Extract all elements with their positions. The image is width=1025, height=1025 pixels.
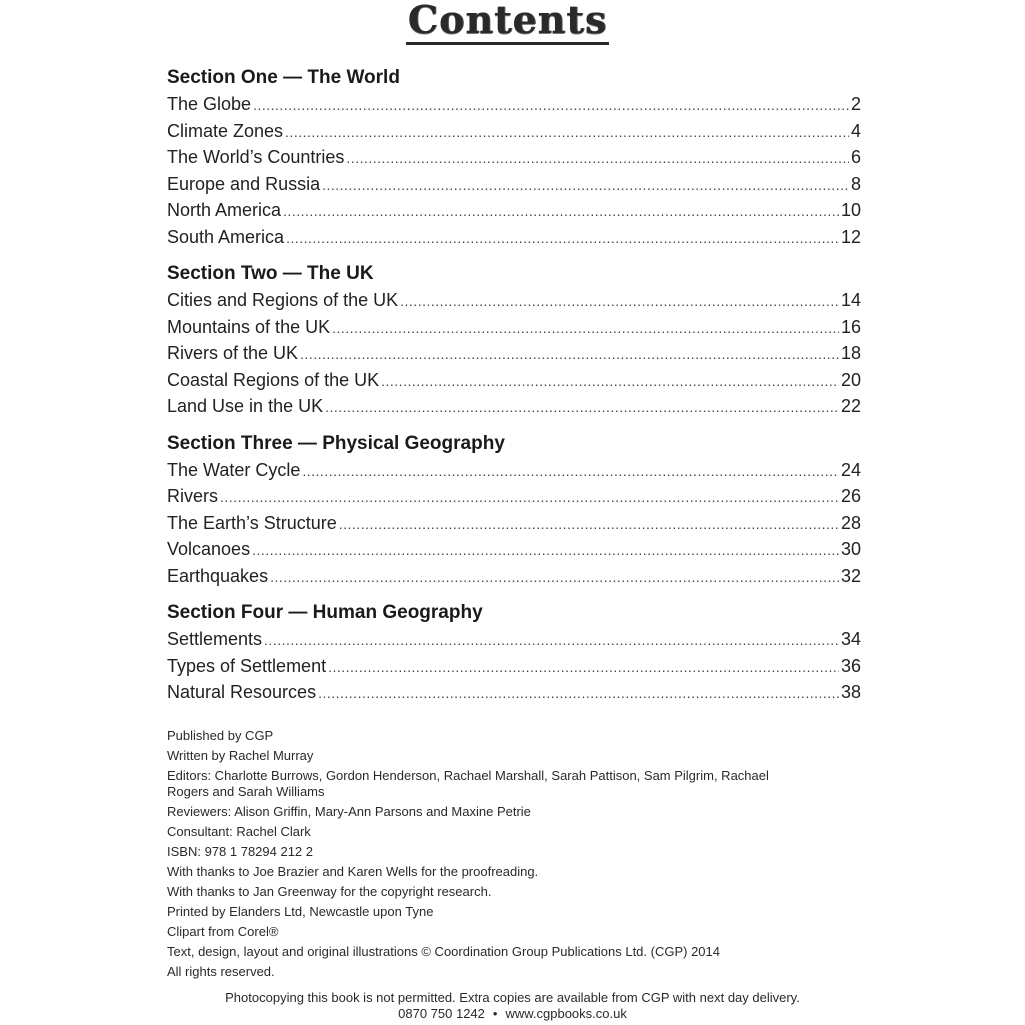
toc-entry-page-number: 36 [840,655,861,676]
dot-leader [253,92,849,118]
dot-leader [283,198,839,224]
footer-separator: • [492,1006,498,1021]
credit-line: ISBN: 978 1 78294 212 2 [167,844,314,859]
credit-line: With thanks to Joe Brazier and Karen Wells for the proofreading. [167,864,539,879]
toc-entry-page-number: 2 [850,94,861,114]
toc-entry-page-number: 24 [840,459,861,480]
toc-entry[interactable] [167,197,861,224]
toc-entry-label: Rivers [167,486,219,506]
toc-entry[interactable] [167,536,861,563]
toc-entry-label: Coastal Regions of the UK [167,369,380,390]
footer [0,990,1025,1022]
footer-phone: 0870 750 1242 [398,1006,485,1021]
toc-entry[interactable] [167,118,861,145]
toc-entry[interactable] [167,287,861,314]
toc-entry-page-number: 28 [840,512,861,533]
toc-entry-page-number: 18 [840,343,861,363]
dot-leader [346,145,849,171]
toc-entry-label: The Water Cycle [167,459,301,480]
toc-entry-page-number: 34 [840,629,861,649]
toc-entry-label: Volcanoes [167,539,251,559]
toc-section [167,432,861,590]
footer-notice: Photocopying this book is not permitted. Extra copies are available from CGP with next day delivery. [225,990,800,1005]
toc-entry-page-number: 12 [840,226,861,247]
dot-leader [339,511,839,537]
toc-entry-page-number: 6 [850,147,861,167]
toc-entry[interactable] [167,340,861,367]
toc-entry-label: Earthquakes [167,565,269,586]
toc-entry-label: Europe and Russia [167,173,321,194]
toc-entry-page-number: 4 [850,120,861,141]
toc-entry[interactable] [167,224,861,251]
credit-line: Published by CGP [167,728,274,743]
toc-entry[interactable] [167,653,861,680]
toc-entry-page-number: 16 [840,316,861,337]
toc-entry[interactable] [167,144,861,171]
toc-entry[interactable] [167,171,861,198]
toc-entry-label: Types of Settlement [167,655,327,676]
toc-entry-label: The Earth’s Structure [167,512,337,533]
credit-line: Written by Rachel Murray [167,748,314,763]
toc-section [167,262,861,420]
toc-entry-label: The World’s Countries [167,147,345,167]
toc-entry-label: The Globe [167,94,252,114]
toc-entry-page-number: 8 [850,173,861,194]
toc-entry-label: Natural Resources [167,682,317,702]
credit-line: Reviewers: Alison Griffin, Mary-Ann Parsons and Maxine Petrie [167,804,531,819]
credit-line: Editors: Charlotte Burrows, Gordon Henderson, Rachael Marshall, Sarah Pattison, Sam Pilgrim, Rachael Rogers and Sarah Williams [167,768,769,799]
dot-leader [264,627,839,653]
dot-leader [220,484,839,510]
toc-entry[interactable] [167,626,861,653]
section-title: Section Three — Physical Geography [167,432,505,454]
toc-entry[interactable] [167,393,861,420]
dot-leader [325,394,839,420]
toc-entry[interactable] [167,457,861,484]
title-area [0,0,1025,45]
toc-entry[interactable] [167,367,861,394]
toc-entry[interactable] [167,563,861,590]
dot-leader [285,119,849,145]
page-title: Contents [406,0,610,45]
credit-line: Consultant: Rachel Clark [167,824,311,839]
toc-entry-page-number: 10 [840,200,861,220]
toc-entry-label: South America [167,226,285,247]
credit-line: Printed by Elanders Ltd, Newcastle upon Tyne [167,904,434,919]
publication-credits [167,728,807,984]
toc-entry-page-number: 26 [840,486,861,506]
section-title: Section Two — The UK [167,263,374,284]
toc-section [167,66,861,250]
dot-leader [318,680,839,706]
section-title: Section One — The World [167,67,400,88]
toc-entry[interactable] [167,91,861,118]
toc-entry[interactable] [167,679,861,706]
dot-leader [381,368,839,394]
toc-entry-label: Mountains of the UK [167,316,331,337]
credit-line: Text, design, layout and original illustrations © Coordination Group Publications Ltd. (CGP) 2014 [167,944,720,959]
toc-section [167,601,861,706]
toc-entry-page-number: 22 [840,396,861,416]
footer-contact [0,1006,1025,1022]
toc-entry[interactable] [167,483,861,510]
dot-leader [300,341,839,367]
dot-leader [322,172,849,198]
dot-leader [400,288,839,314]
toc-entry-page-number: 20 [840,369,861,390]
toc-entry-label: Rivers of the UK [167,343,299,363]
toc-entry-label: Settlements [167,629,263,649]
dot-leader [302,458,839,484]
credit-line: All rights reserved. [167,964,275,979]
credit-line: Clipart from Corel® [167,924,279,939]
section-title: Section Four — Human Geography [167,602,483,623]
table-of-contents [167,66,861,718]
toc-entry-page-number: 14 [840,290,861,310]
toc-entry-label: Cities and Regions of the UK [167,290,399,310]
toc-entry-label: Climate Zones [167,120,284,141]
toc-entry-page-number: 30 [840,539,861,559]
toc-entry-page-number: 38 [840,682,861,702]
credit-line: With thanks to Jan Greenway for the copyright research. [167,884,492,899]
toc-entry-label: North America [167,200,282,220]
dot-leader [328,654,839,680]
dot-leader [270,564,839,590]
toc-entry-label: Land Use in the UK [167,396,324,416]
footer-website-link[interactable]: www.cgpbooks.co.uk [505,1006,627,1021]
toc-entry[interactable] [167,510,861,537]
toc-entry-page-number: 32 [840,565,861,586]
toc-entry[interactable] [167,314,861,341]
dot-leader [252,537,839,563]
dot-leader [332,315,839,341]
dot-leader [286,225,839,251]
